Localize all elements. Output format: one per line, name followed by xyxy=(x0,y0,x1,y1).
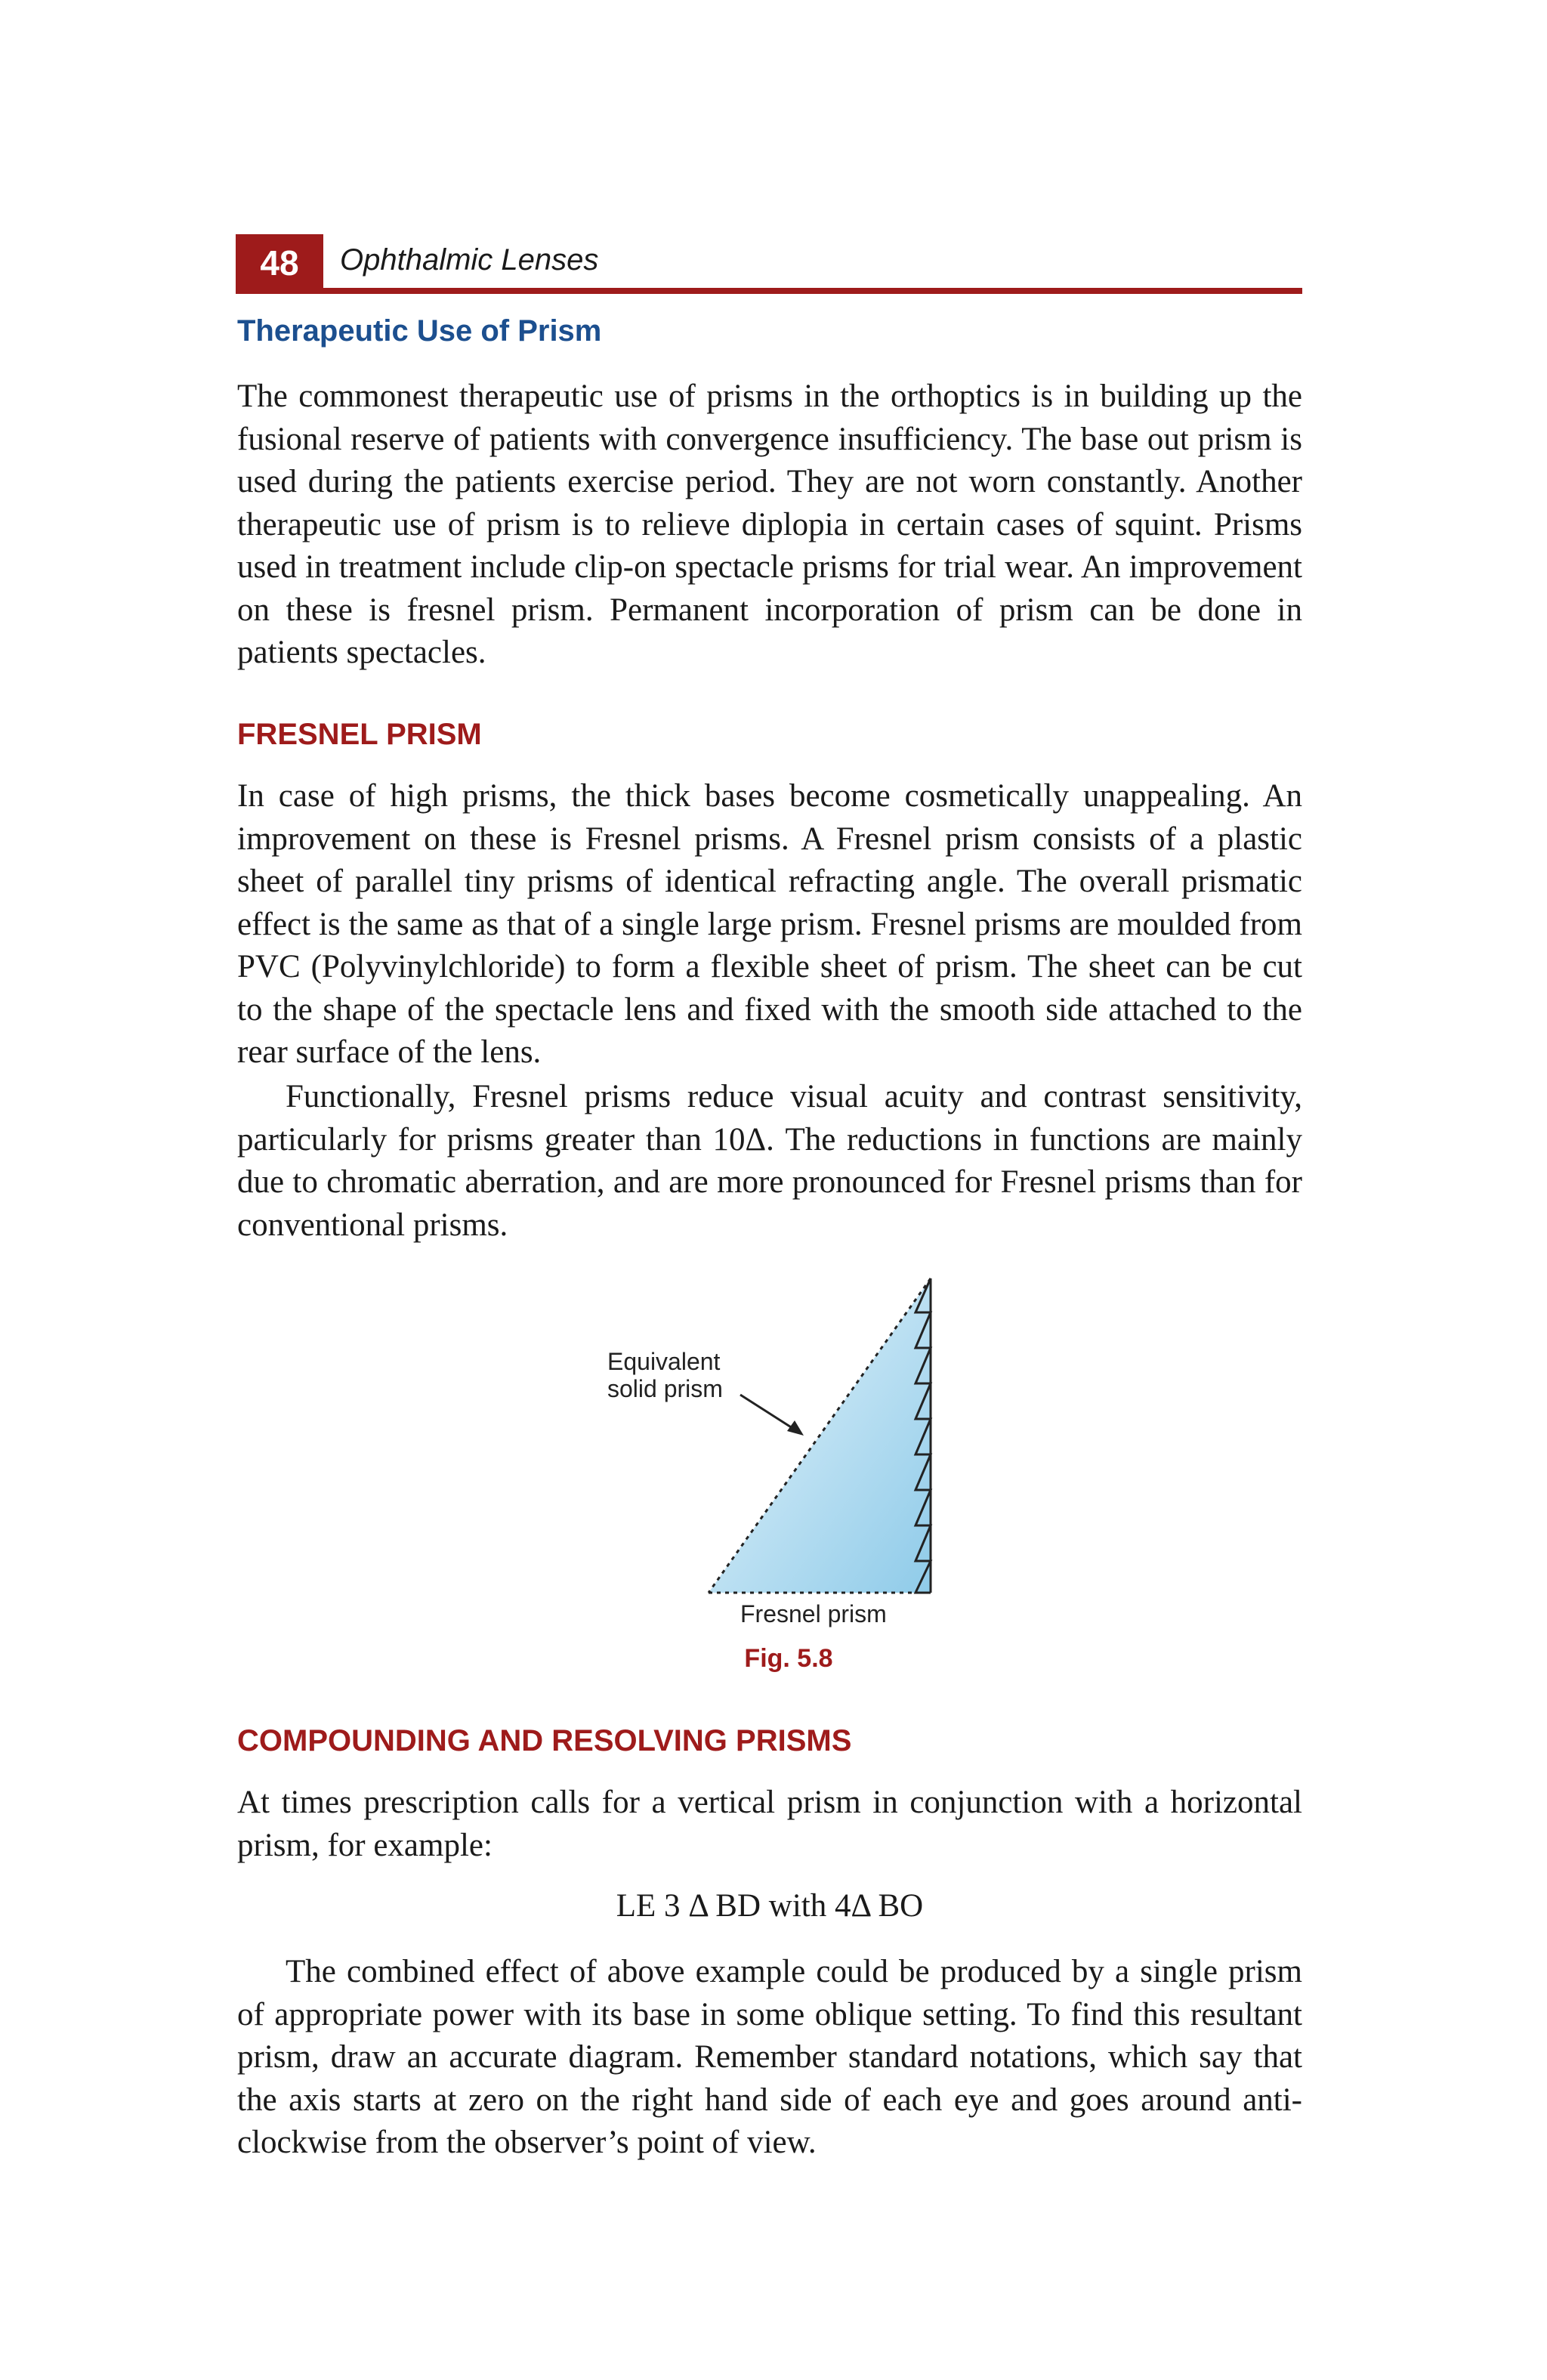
header-rule xyxy=(236,288,1302,294)
heading-therapeutic-use: Therapeutic Use of Prism xyxy=(237,314,602,348)
heading-compounding-resolving: COMPOUNDING AND RESOLVING PRISMS xyxy=(237,1724,852,1757)
pointer-arrow-line xyxy=(740,1395,795,1430)
paragraph-fresnel-1: In case of high prisms, the thick bases become cosmetically unappealing. An improvement on these is Fresnel prisms. A Fresnel prism consists of a plastic sheet of parallel tiny prisms of identical refracting angle. The overall prismatic effect is the same as that of a single large prism. Fresnel prisms are moulded from PVC (Polyvinylchloride) to form a flexible sheet of prism. The sheet can be cut to the shape of the spectacle lens and fixed with the smooth side attached to the rear surface of the lens. xyxy=(237,778,1302,1070)
paragraph-therapeutic-use: The commonest therapeutic use of prisms in the orthoptics is in building up the fusional reserve of patients with convergence insufficiency. The base out prism is used during the patients exercise period. They are not worn constantly. Another therapeutic use of prism is to relieve diplopia in certain cases of squint. Prisms used in treatment include clip-on spectacle prisms for trial wear. An improvement on these is fresnel prism. Permanent incorporation of prism can be done in patients spectacles. xyxy=(237,379,1302,670)
paragraph-fresnel-2: Functionally, Fresnel prisms reduce visual acuity and contrast sensitivity, particularly for prisms greater than 10Δ. The reductions in functions are mainly due to chromatic aberration, and are more pronounced for Fresnel prisms than for conventional prisms. xyxy=(237,1079,1302,1243)
figure-caption: Fig. 5.8 xyxy=(744,1644,833,1673)
paragraph-compounding-2: The combined effect of above example could be produced by a single prism of appropriate power with its base in some oblique setting. To find this resultant prism, draw an accurate diagram. Remember standard notations, which say that the axis starts at zero on the right hand side of each eye and goes around anti-clockwise from the observer’s point of view. xyxy=(237,1954,1302,2160)
figure-fresnel-prism xyxy=(589,1269,982,1662)
label-equivalent-line2: solid prism xyxy=(607,1375,723,1402)
prescription-formula: LE 3 Δ BD with 4Δ BO xyxy=(616,1888,924,1924)
page-number: 48 xyxy=(236,234,323,292)
label-equivalent-line1: Equivalent xyxy=(607,1348,721,1375)
heading-fresnel-prism: FRESNEL PRISM xyxy=(237,718,482,751)
running-title: Ophthalmic Lenses xyxy=(340,243,599,277)
pointer-arrow-head xyxy=(787,1420,804,1436)
label-fresnel-prism: Fresnel prism xyxy=(740,1600,887,1627)
paragraph-compounding-1: At times prescription calls for a vertical prism in conjunction with a horizontal prism, for example: xyxy=(237,1785,1302,1863)
